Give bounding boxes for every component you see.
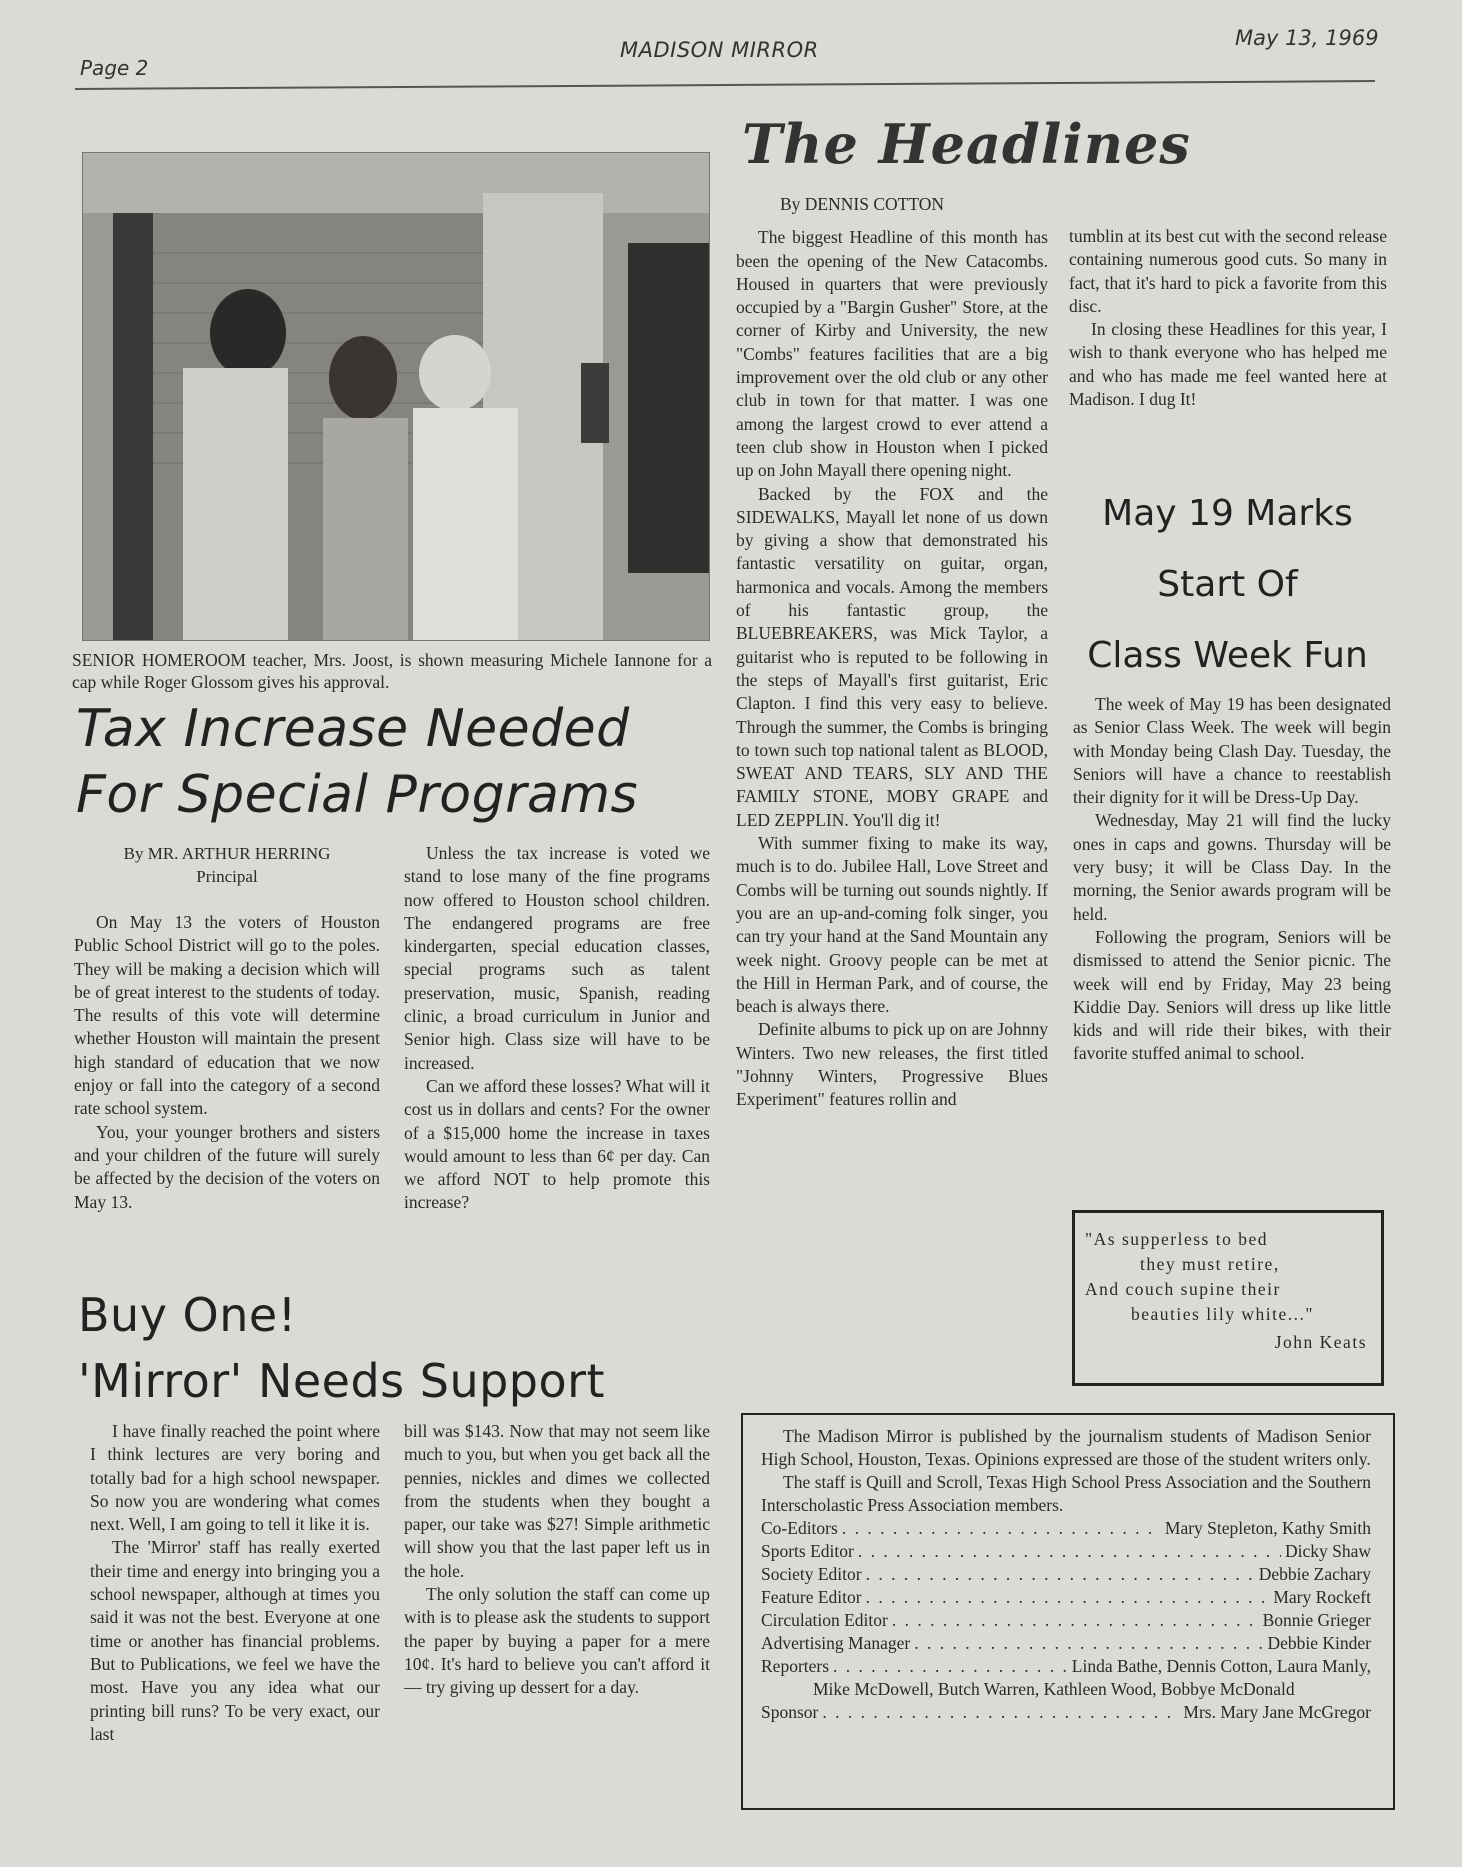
tax-column-2: [404, 842, 710, 1215]
classweek-headline: [1075, 478, 1380, 691]
staff-row: [761, 1540, 1371, 1563]
tax-paragraph: Unless the tax increase is voted we stand to lose many of the fine programs now offered to Houston school children. The endangered programs are free kindergarten, special education classes, special programs such as talent preservation, music, Spanish, reading clinic, a broad curriculum in Junior and Senior high. Class size will have to be increased.: [404, 843, 710, 1073]
homeroom-photo: [82, 152, 710, 641]
newspaper-name: MADISON MIRROR: [620, 38, 819, 62]
quote-line: "As supperless to bed: [1085, 1229, 1269, 1249]
tax-headline-line-1: Tax Increase Needed: [76, 699, 630, 759]
buy-column-2: [404, 1420, 710, 1700]
classweek-paragraph: Wednesday, May 21 will find the lucky ones in caps and gowns. Thursday will be very busy; it will be Class Day. In the morning, the Senior awards program will be held.: [1073, 810, 1391, 924]
staff-role: Society Editor: [761, 1564, 862, 1584]
headlines-title: The Headlines: [742, 112, 1191, 176]
tax-paragraph: You, your younger brothers and sisters and your children of the future will surely be affected by the decision of the voters on May 13.: [74, 1121, 380, 1212]
classweek-headline-line-3: Class Week Fun: [1087, 635, 1368, 676]
tax-column-1: [74, 842, 380, 1214]
buy-headline-line-2: 'Mirror' Needs Support: [78, 1354, 606, 1408]
staff-person: Bonnie Grieger: [1262, 1610, 1371, 1630]
buy-column-1: [90, 1420, 380, 1746]
staff-person: Mary Rockeft: [1273, 1587, 1371, 1607]
staff-role: Co-Editors: [761, 1518, 838, 1538]
staff-row: [761, 1701, 1371, 1724]
staff-person: Dicky Shaw: [1284, 1541, 1371, 1561]
staff-intro: The Madison Mirror is published by the journalism students of Madison Senior High School, Houston, Texas. Opinions expressed are those of the student writers only.: [761, 1426, 1371, 1469]
staff-person: Linda Bathe, Dennis Cotton, Laura Manly,: [1071, 1656, 1371, 1676]
headlines-paragraph: tumblin at its best cut with the second release containing numerous good cuts. So many in fact, that it's hard to pick a favorite from this disc.: [1069, 226, 1387, 316]
tax-headline-line-2: For Special Programs: [76, 765, 639, 825]
tax-paragraph: On May 13 the voters of Houston Public School District will go to the poles. They will be making a decision which will be of great interest to the students of today. The results of this vote will determine whether Houston will maintain the present high standard of education that we now enjoy or fall into the category of a second rate school system.: [74, 912, 380, 1119]
staff-person: Mrs. Mary Jane McGregor: [1183, 1702, 1371, 1722]
keats-quote-box: [1072, 1210, 1384, 1386]
headlines-paragraph: Backed by the FOX and the SIDEWALKS, Mayall let none of us down by giving a show that demonstrated his fantastic versatility on guitar, organ, harmonica and vocals. Among the members of his fantastic group, the BLUEBREAKERS, was Mick Taylor, a guitarist who is reputed to be following in the steps of Mayall's first guitarist, Eric Clapton. I find this very easy to believe. Through the summer, the Combs is bringing to town such top national talent as BLOOD, SWEAT AND TEARS, SLY AND THE FAMILY STONE, MOBY GRAPE and LED ZEPPLIN. You'll dig it!: [736, 483, 1048, 830]
staff-role: Advertising Manager: [761, 1633, 911, 1653]
staff-role: Circulation Editor: [761, 1610, 888, 1630]
tax-byline: [74, 842, 380, 888]
quote-line: And couch supine their: [1085, 1279, 1281, 1299]
tax-headline: [76, 696, 716, 828]
staff-row: [761, 1655, 1371, 1678]
staff-person: Mary Stepleton, Kathy Smith: [1164, 1518, 1371, 1538]
buy-headline: [78, 1282, 698, 1414]
buy-paragraph: The only solution the staff can come up with is to please ask the students to support the paper by buying a paper for a mere 10¢. It's hard to believe you can't afford it — try giving up dessert for a day.: [404, 1584, 710, 1698]
headlines-column-1: [736, 193, 1048, 1112]
tax-byline-title: Principal: [196, 867, 258, 886]
page-number: Page 2: [80, 56, 149, 80]
headlines-paragraph: The biggest Headline of this month has been the opening of the New Catacombs. Housed in quarters that were previously occupied by a "Bargin Gusher" Store, at the corner of Kirby and University, the new "Combs" features facilities that are a big improvement over the old club or any other club in town for that matter. I was one among the largest crowd to ever attend a teen club show in Houston when I picked up on John Mayall there opening night.: [736, 227, 1048, 481]
staff-row: [761, 1517, 1371, 1540]
quote-line: beauties lily white...": [1131, 1304, 1315, 1324]
staff-row: [761, 1609, 1371, 1632]
quote-author: John Keats: [1274, 1332, 1367, 1352]
headlines-column-2: [1069, 225, 1387, 411]
buy-headline-line-1: Buy One!: [78, 1288, 297, 1342]
staff-person: Debbie Zachary: [1258, 1564, 1371, 1584]
photo-caption: SENIOR HOMEROOM teacher, Mrs. Joost, is shown measuring Michele Iannone for a cap while Roger Glossom gives his approval.: [72, 650, 712, 692]
classweek-paragraph: Following the program, Seniors will be dismissed to attend the Senior picnic. The week will end by Friday, May 23 being Kiddie Day. Seniors will dress up like little kids and will ride their bikes, with their favorite stuffed animal to school.: [1073, 926, 1391, 1064]
staff-box: [741, 1413, 1395, 1810]
headlines-paragraph: In closing these Headlines for this year, I wish to thank everyone who has helped me and who has made me feel wanted here at Madison. I dug It!: [1069, 319, 1387, 410]
staff-role: Sponsor: [761, 1702, 819, 1722]
classweek-paragraph: The week of May 19 has been designated as Senior Class Week. The week will begin with Monday being Clash Day. Tuesday, the Seniors will have a chance to reestablish their dignity for it will be Dress-Up Day.: [1073, 694, 1391, 808]
headlines-byline: By DENNIS COTTON: [780, 194, 944, 214]
staff-row: [761, 1632, 1371, 1655]
staff-role: Feature Editor: [761, 1587, 862, 1607]
reporters-continued: Mike McDowell, Butch Warren, Kathleen Wood, Bobbye McDonald: [813, 1679, 1295, 1699]
masthead-rule: [75, 80, 1375, 90]
classweek-headline-line-2: Start Of: [1157, 564, 1298, 605]
headlines-paragraph: With summer fixing to make its way, much is to do. Jubilee Hall, Love Street and Combs will be turning out sounds nightly. If you are an up-and-coming folk singer, you can try your hand at the Sand Mountain any week night. Groovy people can be met at the Hill in Herman Park, and of course, the beach is always there.: [736, 833, 1048, 1017]
staff-row: [761, 1586, 1371, 1609]
classweek-headline-line-1: May 19 Marks: [1102, 493, 1353, 534]
issue-date: May 13, 1969: [1235, 26, 1379, 50]
buy-paragraph: I have finally reached the point where I think lectures are very boring and totally bad for a high school newspaper. So now you are wondering what comes next. Well, I am going to tell it like it is.: [90, 1421, 380, 1535]
classweek-body: [1073, 693, 1391, 1066]
buy-paragraph: bill was $143. Now that may not seem like much to you, but when you get back all the pennies, nickles and dimes we collected from the students when they bought a paper, our take was $27! Simple arithmetic will show you that the last paper left us in the hole.: [404, 1421, 710, 1581]
tax-paragraph: Can we afford these losses? What will it cost us in dollars and cents? For the owner of a $15,000 home the increase in taxes would amount to less than 6¢ per day. Can we afford NOT to help promote this increase?: [404, 1075, 710, 1213]
staff-role: Reporters: [761, 1656, 830, 1676]
quote-line: they must retire,: [1140, 1254, 1280, 1274]
staff-person: Debbie Kinder: [1267, 1633, 1371, 1653]
buy-paragraph: The 'Mirror' staff has really exerted their time and energy into bringing you a school newspaper, although at times you said it was not the best. Everyone at one time or another has financial problems. But to Publications, we feel we have the most. Have you any idea what our printing bill runs? To be very exact, our last: [90, 1537, 380, 1744]
tax-byline-name: By MR. ARTHUR HERRING: [123, 844, 331, 863]
headlines-paragraph: Definite albums to pick up on are Johnny Winters. Two new releases, the first titled "Johnny Winters, Progressive Blues Experiment" features rollin and: [736, 1019, 1048, 1110]
staff-role: Sports Editor: [761, 1541, 854, 1561]
staff-row: [761, 1563, 1371, 1586]
staff-intro: The staff is Quill and Scroll, Texas High School Press Association and the Southern Interscholastic Press Association members.: [761, 1472, 1371, 1515]
